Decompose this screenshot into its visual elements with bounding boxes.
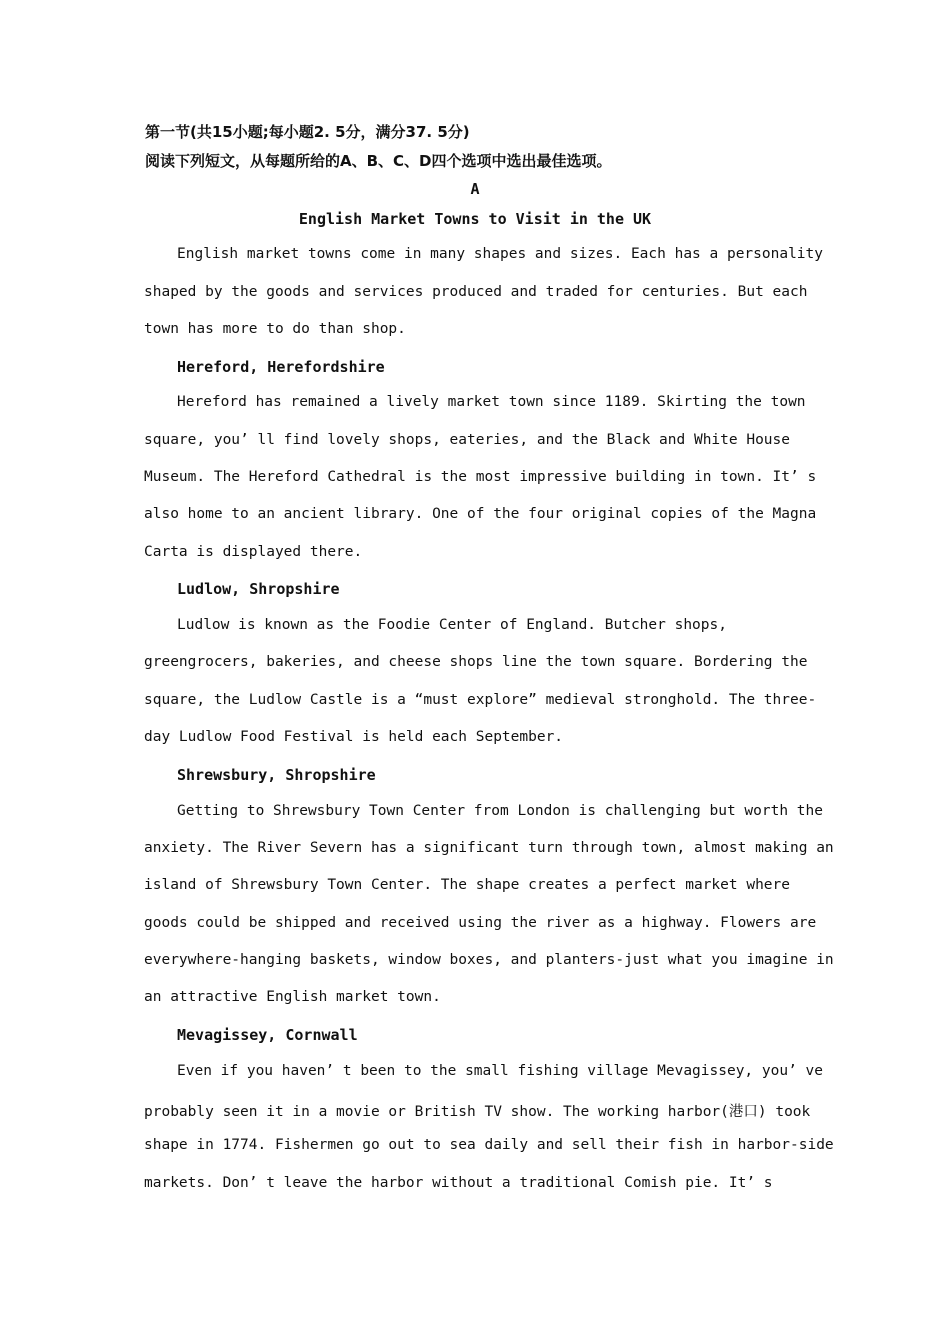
section-instruction: 阅读下列短文，从每题所给的A、B、C、D四个选项中选出最佳选项。 [145,152,612,170]
paragraph-line: goods could be shipped and received using the river as a highway. Flowers are [144,915,817,931]
paragraph-line: markets. Don’ t leave the harbor without a traditional Comish pie. It’ s [144,1175,773,1191]
paragraph-line: everywhere-hanging baskets, window boxes, and planters-just what you imagine in [144,952,834,968]
paragraph-line: Ludlow is known as the Foodie Center of England. Butcher shops, [177,617,727,633]
paragraph-line: an attractive English market town. [144,989,441,1005]
paragraph-line: Museum. The Hereford Cathedral is the most impressive building in town. It’ s [144,469,817,485]
town-heading-mevagissey: Mevagissey, Cornwall [177,1026,358,1044]
town-heading-hereford: Hereford, Herefordshire [177,358,385,376]
paragraph-line: English market towns come in many shapes and sizes. Each has a personality [177,246,824,262]
passage-title: English Market Towns to Visit in the UK [298,210,652,228]
paragraph-line: Even if you haven’ t been to the small fishing village Mevagissey, you’ ve [177,1063,824,1079]
paragraph-line: square, you’ ll find lovely shops, eateries, and the Black and White House [144,432,791,448]
passage-letter: A [470,180,480,198]
paragraph-line: town has more to do than shop. [144,321,406,337]
paragraph-line: shape in 1774. Fishermen go out to sea daily and sell their fish in harbor-side [144,1137,834,1153]
paragraph-line: greengrocers, bakeries, and cheese shops line the town square. Bordering the [144,654,808,670]
paragraph-line: probably seen it in a movie or British TV show. The working harbor(港口) took [144,1104,811,1120]
paragraph-line: shaped by the goods and services produced and traded for centuries. But each [144,284,808,300]
paragraph-line: square, the Ludlow Castle is a “must explore” medieval stronghold. The three- [144,692,817,708]
paragraph-line: Hereford has remained a lively market town since 1189. Skirting the town [177,394,806,410]
paragraph-line: island of Shrewsbury Town Center. The shape creates a perfect market where [144,877,791,893]
paragraph-line: Carta is displayed there. [144,544,363,560]
town-heading-ludlow: Ludlow, Shropshire [177,580,340,598]
paragraph-line: anxiety. The River Severn has a significant turn through town, almost making an [144,840,834,856]
paragraph-line: also home to an ancient library. One of the four original copies of the Magna [144,506,817,522]
paragraph-line: Getting to Shrewsbury Town Center from London is challenging but worth the [177,803,824,819]
town-heading-shrewsbury: Shrewsbury, Shropshire [177,766,376,784]
paragraph-line: day Ludlow Food Festival is held each September. [144,729,564,745]
section-title: 第一节(共15小题;每小题2. 5分，满分37. 5分) [145,123,470,141]
